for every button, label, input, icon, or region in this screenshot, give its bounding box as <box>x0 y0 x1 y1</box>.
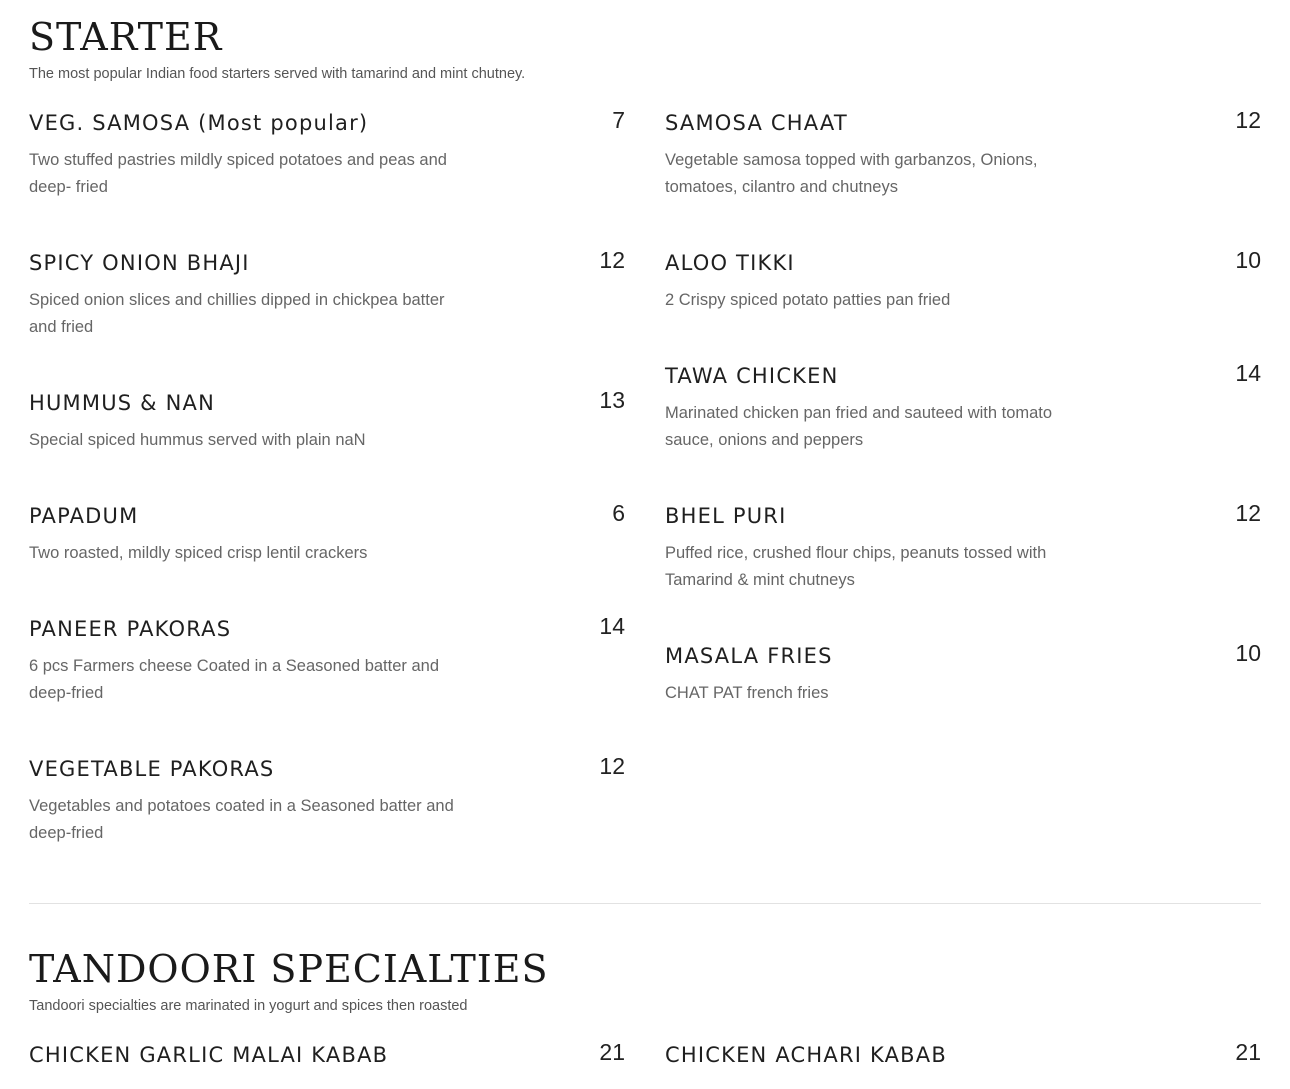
section-divider <box>29 903 1261 904</box>
menu-item-name: SAMOSA CHAAT <box>665 111 848 135</box>
menu-item-name: VEG. SAMOSA (Most popular) <box>29 111 369 135</box>
menu-item-description: Puffed rice, crushed flour chips, peanuts tossed with Tamarind & mint chutneys <box>665 544 1047 589</box>
menu-item-price: 12 <box>1235 500 1261 526</box>
menu-item-name: PANEER PAKORAS <box>29 617 232 641</box>
section-subtitle-tandoori: Tandoori specialties are marinated in yogurt and spices then roasted <box>29 998 468 1014</box>
menu-item-name: TAWA CHICKEN <box>665 364 839 388</box>
menu-item-price: 12 <box>599 753 625 779</box>
menu-item-name: CHICKEN ACHARI KABAB <box>665 1043 947 1067</box>
menu-item-description: 2 Crispy spiced potato patties pan fried <box>665 291 951 309</box>
menu-item-price: 6 <box>612 500 625 526</box>
section-title-tandoori: TANDOORI SPECIALTIES <box>29 947 549 991</box>
menu-item-name: VEGETABLE PAKORAS <box>29 757 275 781</box>
menu-item-price: 10 <box>1235 247 1261 273</box>
menu-item-description: Two stuffed pastries mildly spiced potatoes and peas and deep- fried <box>29 151 447 196</box>
menu-item-name: HUMMUS & NAN <box>29 391 216 415</box>
menu-item-description: Spiced onion slices and chillies dipped in chickpea batter and fried <box>29 291 445 336</box>
section-title-starter: STARTER <box>29 15 223 59</box>
menu-item-price: 14 <box>599 613 625 639</box>
menu-item-description: Special spiced hummus served with plain naN <box>29 431 366 449</box>
section-subtitle-starter: The most popular Indian food starters served with tamarind and mint chutney. <box>29 66 526 82</box>
menu-item-description: Marinated chicken pan fried and sauteed with tomato sauce, onions and peppers <box>665 404 1053 449</box>
menu-item-price: 12 <box>599 247 625 273</box>
menu-item-price: 12 <box>1235 107 1261 133</box>
menu-item-name: MASALA FRIES <box>665 644 833 668</box>
menu-item-price: 13 <box>599 387 625 413</box>
menu-item-price: 21 <box>599 1039 625 1065</box>
menu-item-price: 14 <box>1235 360 1261 386</box>
menu-item-name: CHICKEN GARLIC MALAI KABAB <box>29 1043 389 1067</box>
menu-item-price: 21 <box>1235 1039 1261 1065</box>
menu-item-description: CHAT PAT french fries <box>665 684 829 702</box>
menu-item-name: SPICY ONION BHAJI <box>29 251 250 275</box>
menu-item-name: PAPADUM <box>29 504 139 528</box>
menu-item-description: Two roasted, mildly spiced crisp lentil crackers <box>29 544 368 562</box>
menu-item-description: Vegetable samosa topped with garbanzos, Onions, tomatoes, cilantro and chutneys <box>665 151 1038 196</box>
menu-item-name: BHEL PURI <box>665 504 787 528</box>
menu-item-price: 7 <box>612 107 625 133</box>
menu-item-description: Vegetables and potatoes coated in a Seasoned batter and deep-fried <box>29 797 454 842</box>
menu-item-price: 10 <box>1235 640 1261 666</box>
menu-item-name: ALOO TIKKI <box>665 251 795 275</box>
menu-item-description: 6 pcs Farmers cheese Coated in a Seasoned batter and deep-fried <box>29 657 439 702</box>
